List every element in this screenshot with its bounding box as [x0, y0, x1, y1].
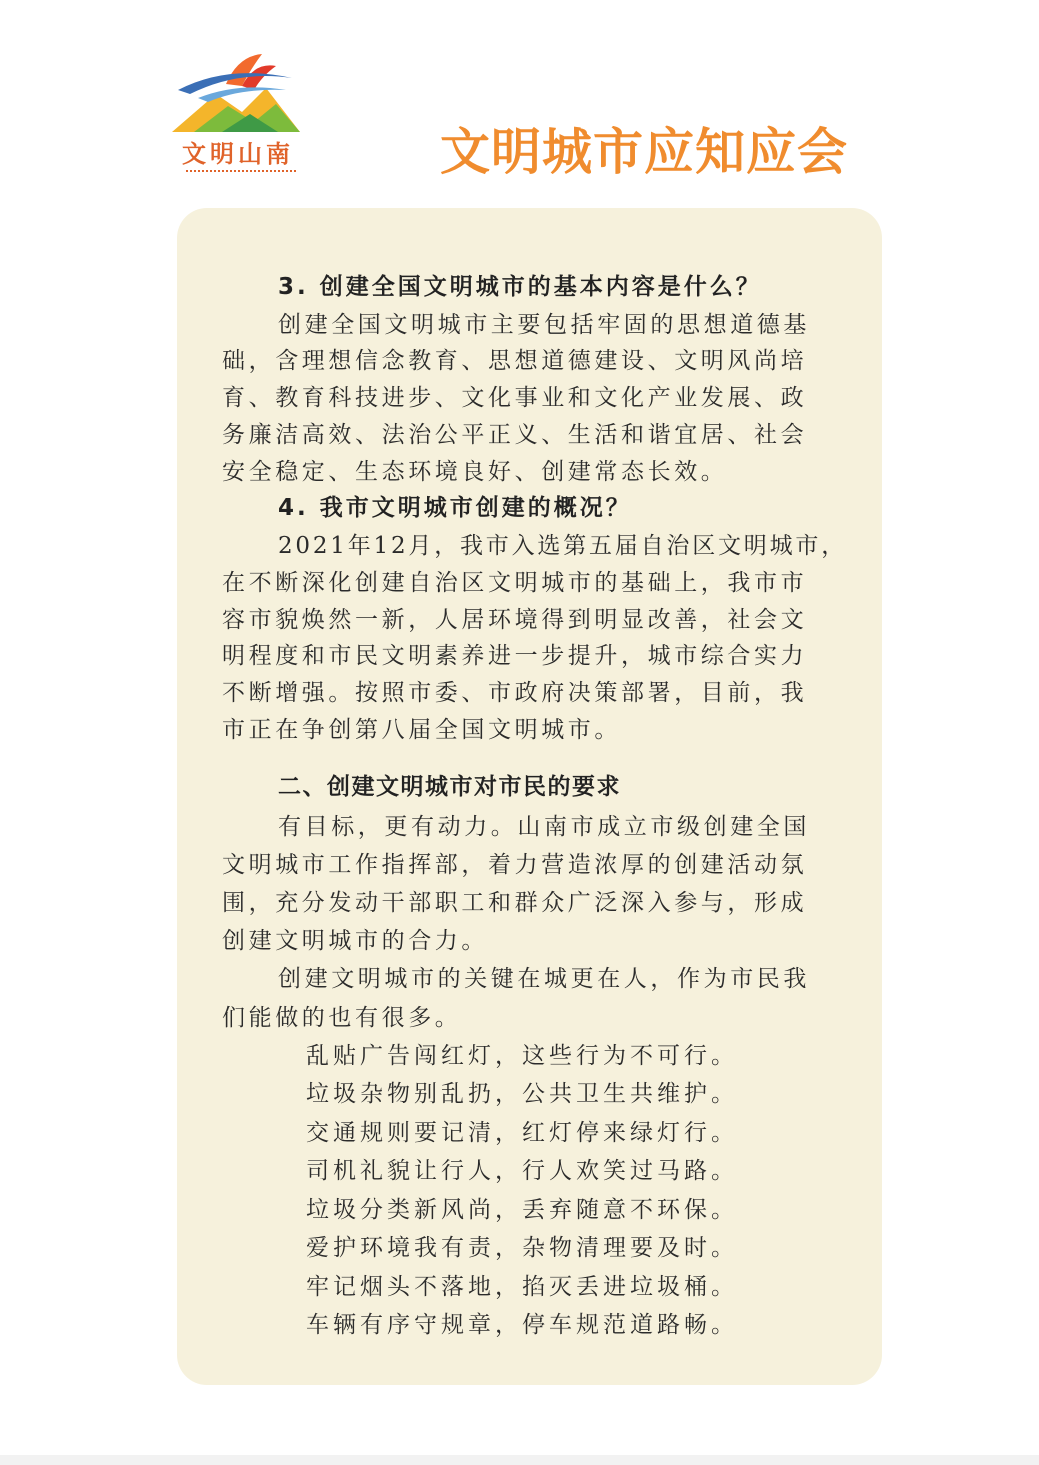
- bottom-divider: [0, 1455, 1039, 1465]
- section-2-p2-line-1: 创建文明城市的关键在城更在人，作为市民我: [278, 966, 810, 992]
- question-4-line-4: 明程度和市民文明素养进一步提升，城市综合实力: [222, 643, 808, 669]
- section-2-p1-line-4: 创建文明城市的合力。: [222, 928, 488, 954]
- question-4-line-5: 不断增强。按照市委、市政府决策部署，目前，我: [222, 680, 808, 706]
- question-4-line-6: 市正在争创第八届全国文明城市。: [222, 717, 621, 743]
- verse-line-3: 交通规则要记清，红灯停来绿灯行。: [306, 1120, 738, 1146]
- question-3-line-2: 础，含理想信念教育、思想道德建设、文明风尚培: [222, 348, 808, 374]
- question-4-heading: 4. 我市文明城市创建的概况？: [278, 495, 632, 521]
- verse-line-7: 牢记烟头不落地，掐灭丢进垃圾桶。: [306, 1274, 738, 1300]
- verse-line-6: 爱护环境我有责，杂物清理要及时。: [306, 1235, 738, 1261]
- page-title: 文明城市应知应会: [440, 123, 848, 181]
- logo-text: 文明山南: [182, 139, 294, 168]
- question-4-line-1: 2021年12月，我市入选第五届自治区文明城市，: [278, 533, 847, 559]
- section-2-heading: 二、创建文明城市对市民的要求: [278, 774, 621, 800]
- section-2-p1-line-3: 围，充分发动干部职工和群众广泛深入参与，形成: [222, 890, 808, 916]
- logo: [168, 48, 308, 178]
- question-3-line-4: 务廉洁高效、法治公平正义、生活和谐宜居、社会: [222, 422, 808, 448]
- question-3-line-1: 创建全国文明城市主要包括牢固的思想道德基: [278, 312, 810, 338]
- question-4-line-3: 容市貌焕然一新，人居环境得到明显改善，社会文: [222, 607, 808, 633]
- verse-line-4: 司机礼貌让行人，行人欢笑过马路。: [306, 1158, 738, 1184]
- verse-line-8: 车辆有序守规章，停车规范道路畅。: [306, 1312, 738, 1338]
- question-3-line-5: 安全稳定、生态环境良好、创建常态长效。: [222, 459, 728, 485]
- question-4-line-2: 在不断深化创建自治区文明城市的基础上，我市市: [222, 570, 808, 596]
- logo-tibetan-script: [186, 165, 296, 172]
- verse-line-5: 垃圾分类新风尚，丢弃随意不环保。: [306, 1197, 738, 1223]
- section-2-p1-line-1: 有目标，更有动力。山南市成立市级创建全国: [278, 814, 810, 840]
- question-3-line-3: 育、教育科技进步、文化事业和文化产业发展、政: [222, 385, 808, 411]
- section-2-p1-line-2: 文明城市工作指挥部，着力营造浓厚的创建活动氛: [222, 852, 808, 878]
- verse-line-2: 垃圾杂物别乱扔，公共卫生共维护。: [306, 1081, 738, 1107]
- question-3-heading: 3. 创建全国文明城市的基本内容是什么？: [278, 274, 762, 300]
- mountain-logo-icon: [168, 48, 308, 138]
- section-2-p2-line-2: 们能做的也有很多。: [222, 1005, 462, 1031]
- verse-line-1: 乱贴广告闯红灯，这些行为不可行。: [306, 1043, 738, 1069]
